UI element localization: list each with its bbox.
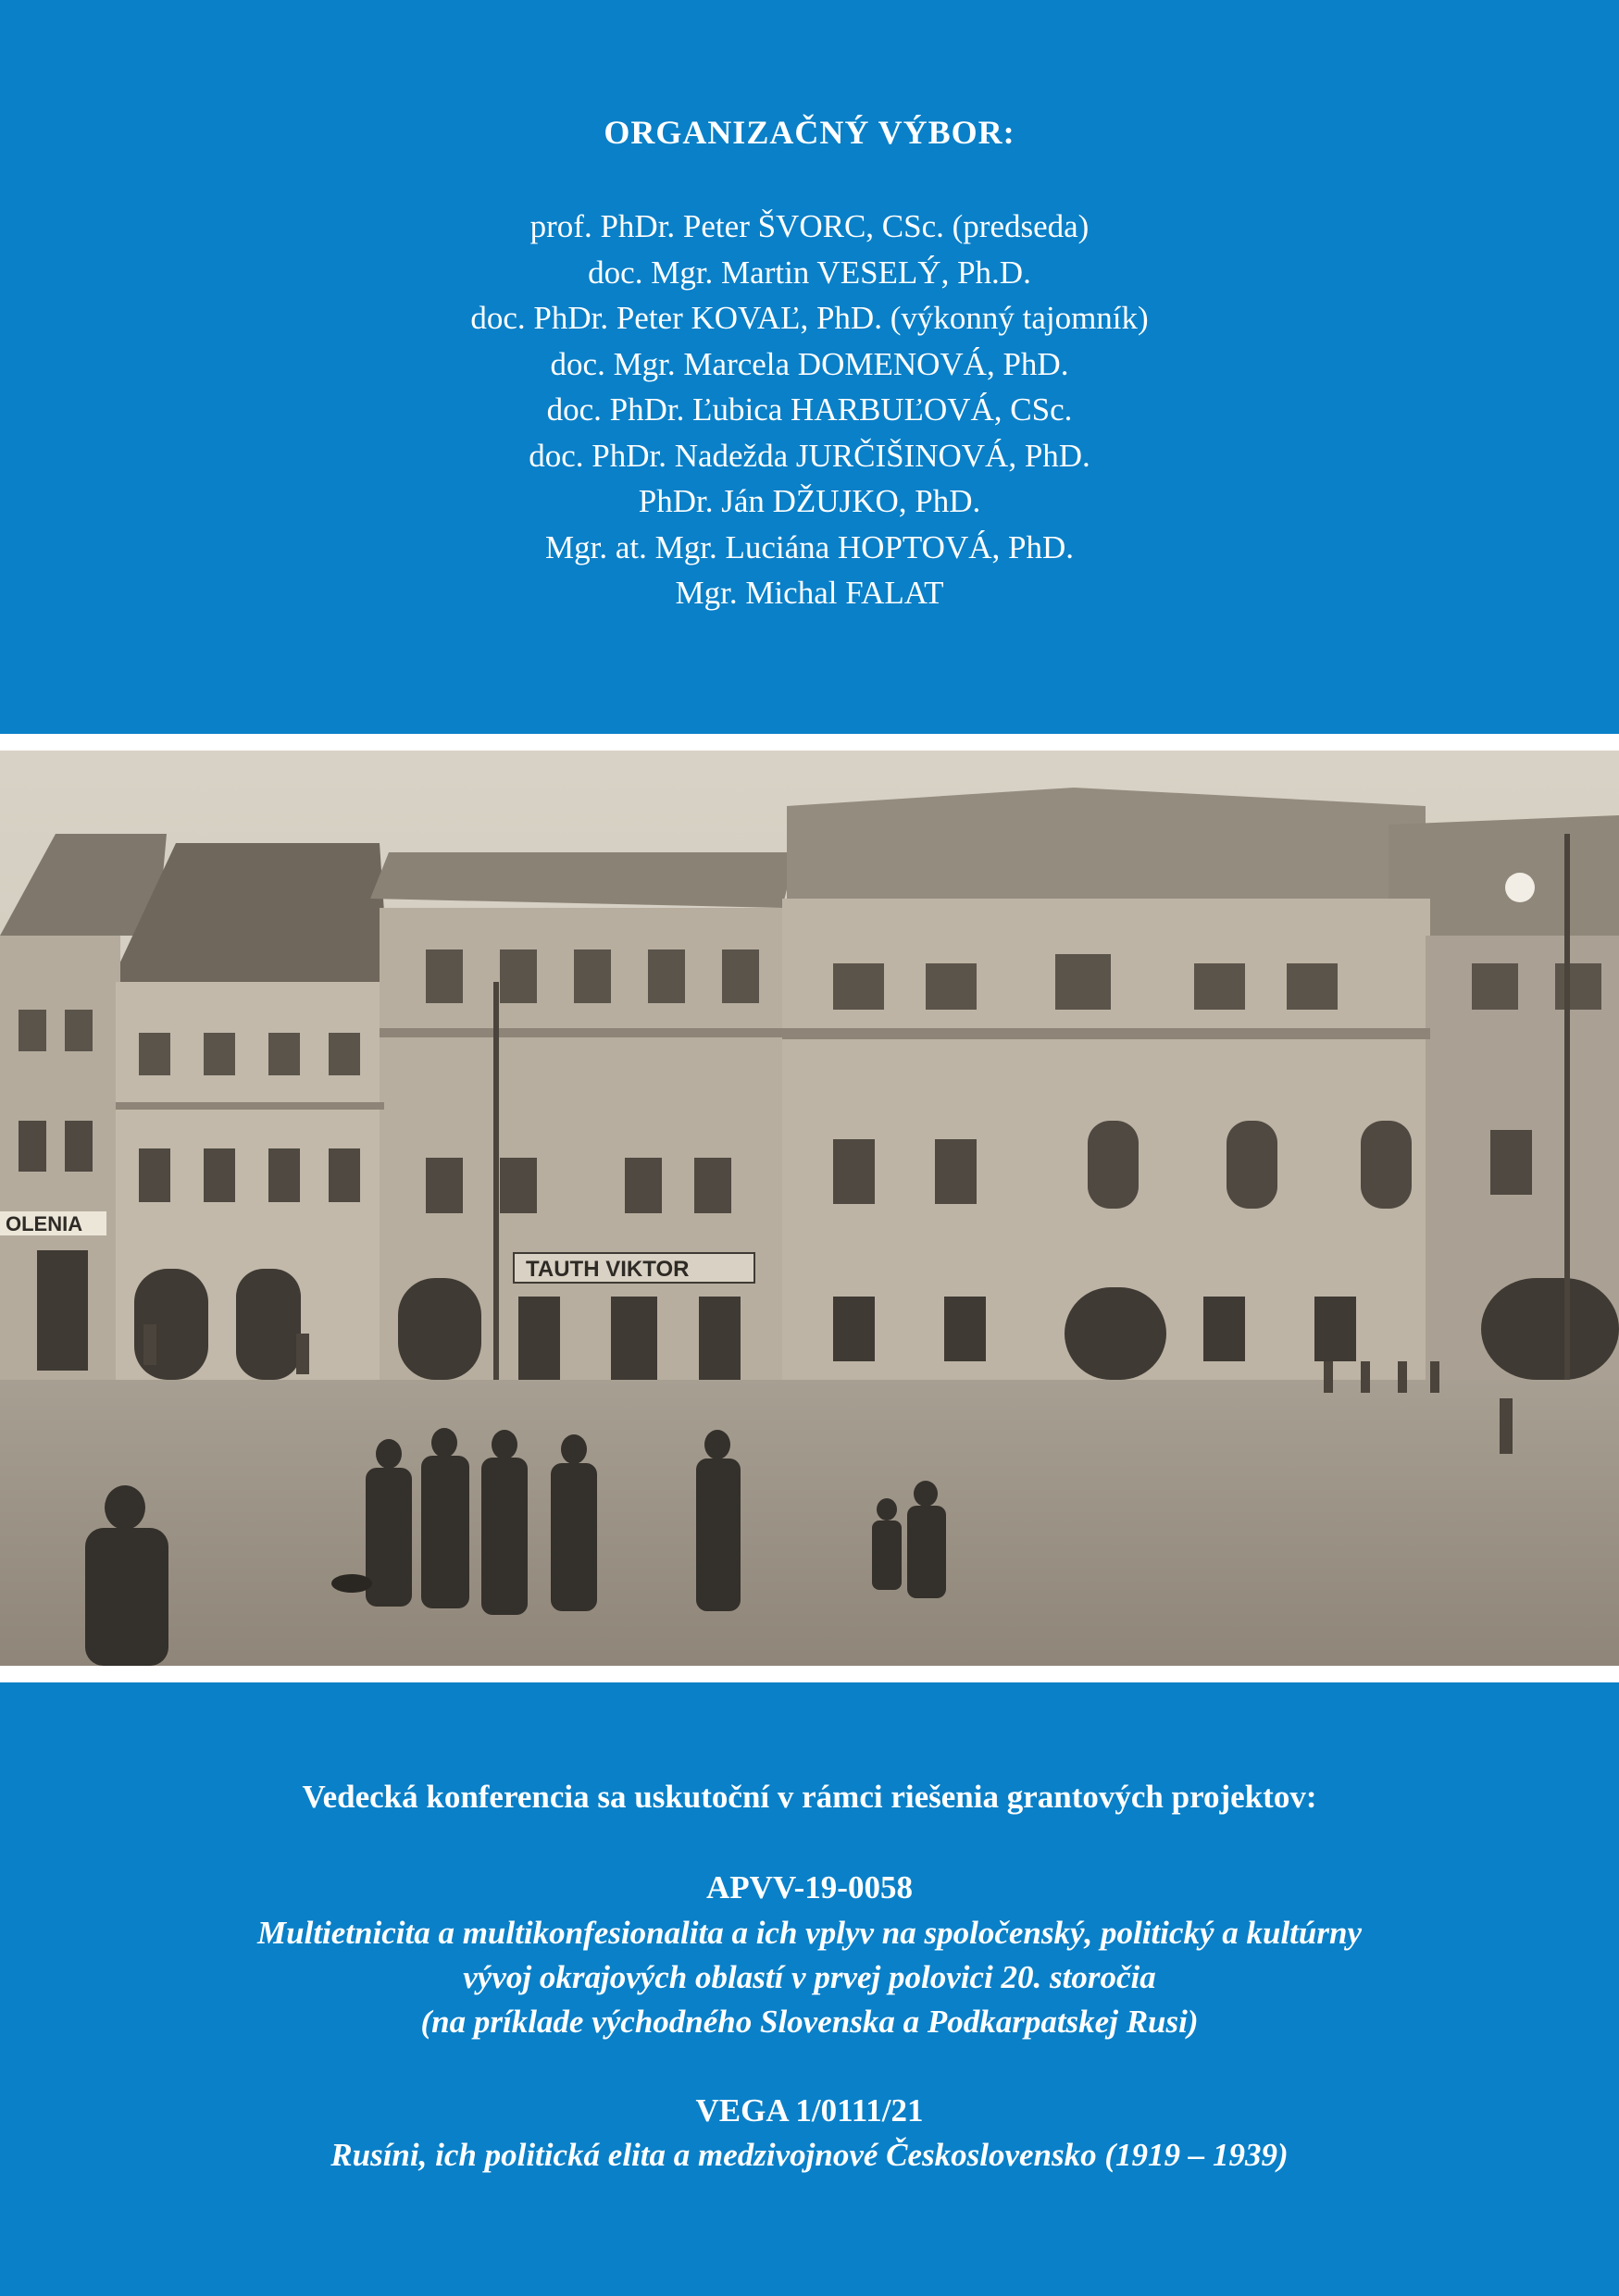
apvv-title-line: vývoj okrajových oblastí v prvej polovici 20. storočia — [463, 1959, 1156, 1995]
apvv-title-line: Multietnicita a multikonfesionalita a ich vplyv na spoločenský, politický a kultúrny — [257, 1915, 1362, 1951]
historic-town-square-photo — [0, 751, 1619, 1666]
town-square-illustration — [0, 751, 1619, 1666]
grants-intro: Vedecká konferencia sa uskutoční v rámci riešenia grantových projektov: — [302, 1779, 1317, 1815]
committee-section — [0, 0, 1619, 731]
committee-member: prof. PhDr. Peter ŠVORC, CSc. (predseda) — [529, 208, 1090, 244]
committee-member: doc. PhDr. Peter KOVAĽ, PhD. (výkonný tajomník) — [470, 300, 1149, 336]
committee-member: doc. Mgr. Martin VESELÝ, Ph.D. — [588, 254, 1031, 291]
committee-member: Mgr. at. Mgr. Luciána HOPTOVÁ, PhD. — [545, 528, 1074, 565]
vega-code: VEGA 1/0111/21 — [695, 2092, 924, 2128]
vega-title: Rusíni, ich politická elita a medzivojnové Československo (1919 – 1939) — [330, 2137, 1289, 2173]
committee-title: ORGANIZAČNÝ VÝBOR: — [604, 114, 1015, 151]
committee-member: Mgr. Michal FALAT — [675, 575, 944, 611]
shop-sign-left-text: OLENIA — [6, 1212, 83, 1235]
committee-member: doc. PhDr. Ľubica HARBUĽOVÁ, CSc. — [546, 391, 1073, 428]
apvv-title-line: (na príklade východného Slovenska a Podkarpatskej Rusi) — [420, 2004, 1199, 2040]
committee-member: doc. Mgr. Marcela DOMENOVÁ, PhD. — [550, 345, 1069, 382]
committee-member: doc. PhDr. Nadežda JURČIŠINOVÁ, PhD. — [529, 437, 1090, 474]
white-divider-bottom — [0, 1666, 1619, 1682]
grants-section — [0, 1682, 1619, 2296]
committee-member: PhDr. Ján DŽUJKO, PhD. — [638, 483, 981, 519]
shop-sign-tauth-text: TAUTH VIKTOR — [526, 1257, 690, 1282]
committee-members-list — [0, 204, 1619, 616]
apvv-code: APVV-19-0058 — [706, 1869, 913, 1905]
white-divider-top — [0, 734, 1619, 751]
